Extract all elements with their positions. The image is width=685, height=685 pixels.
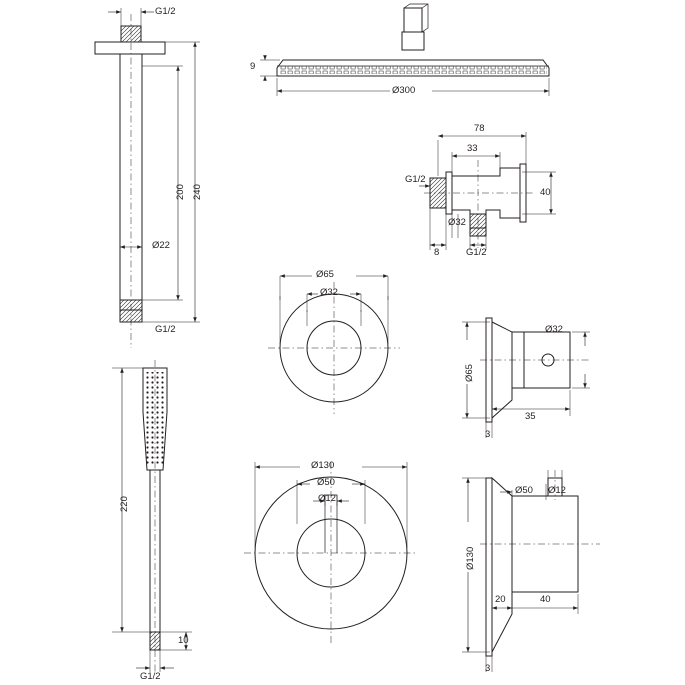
view-mixer-plate-side: [462, 470, 600, 672]
view-shower-head: [260, 4, 549, 96]
label-rosette-side-body-dia: Ø32: [545, 324, 563, 335]
view-wall-elbow: [419, 132, 556, 250]
label-head-thickness: 9: [250, 61, 256, 72]
label-hand-shower-tail: 10: [178, 635, 189, 646]
view-hand-shower: [112, 360, 192, 672]
label-mixer-side-mid-dia: Ø50: [515, 485, 533, 496]
label-elbow-offset: 33: [467, 143, 478, 154]
view-mixer-plate-front: [244, 462, 418, 644]
label-mixer-mid-dia: Ø50: [317, 477, 335, 488]
label-hand-shower-length: 220: [119, 496, 130, 512]
label-hand-shower-thread: G1/2: [140, 671, 161, 682]
label-mixer-side-plate-thickness: 3: [485, 663, 491, 674]
label-mixer-outer-dia: Ø130: [311, 460, 335, 471]
label-arm-length-inner: 200: [175, 184, 186, 200]
label-head-diameter: Ø300: [392, 85, 416, 96]
label-rosette-side-depth: 35: [525, 411, 536, 422]
label-elbow-thread-left: G1/2: [405, 174, 426, 185]
label-arm-length-total: 240: [192, 184, 203, 200]
label-elbow-flange-dia: Ø32: [448, 217, 466, 228]
label-rosette-side-plate-thickness: 3: [485, 429, 491, 440]
label-mixer-side-depth-body: 40: [540, 594, 551, 605]
label-rosette-outer-dia: Ø65: [316, 269, 334, 280]
label-mixer-side-spindle-dia: Ø12: [548, 485, 566, 496]
label-mixer-spindle-dia: Ø12: [318, 493, 336, 504]
label-elbow-thread-bottom: G1/2: [466, 247, 487, 258]
label-arm-bottom-thread: G1/2: [155, 324, 176, 335]
label-elbow-total-length: 78: [474, 123, 485, 134]
label-rosette-inner-dia: Ø32: [320, 287, 338, 298]
label-mixer-side-outer-dia: Ø130: [465, 546, 476, 570]
label-rosette-side-outer-dia: Ø65: [464, 364, 475, 382]
view-ceiling-arm: [95, 8, 200, 348]
label-elbow-small: 8: [434, 247, 440, 258]
label-mixer-side-depth-front: 20: [495, 594, 506, 605]
label-arm-diameter: Ø22: [152, 240, 170, 251]
label-elbow-height: 40: [540, 187, 551, 198]
label-arm-top-thread: G1/2: [155, 6, 176, 17]
